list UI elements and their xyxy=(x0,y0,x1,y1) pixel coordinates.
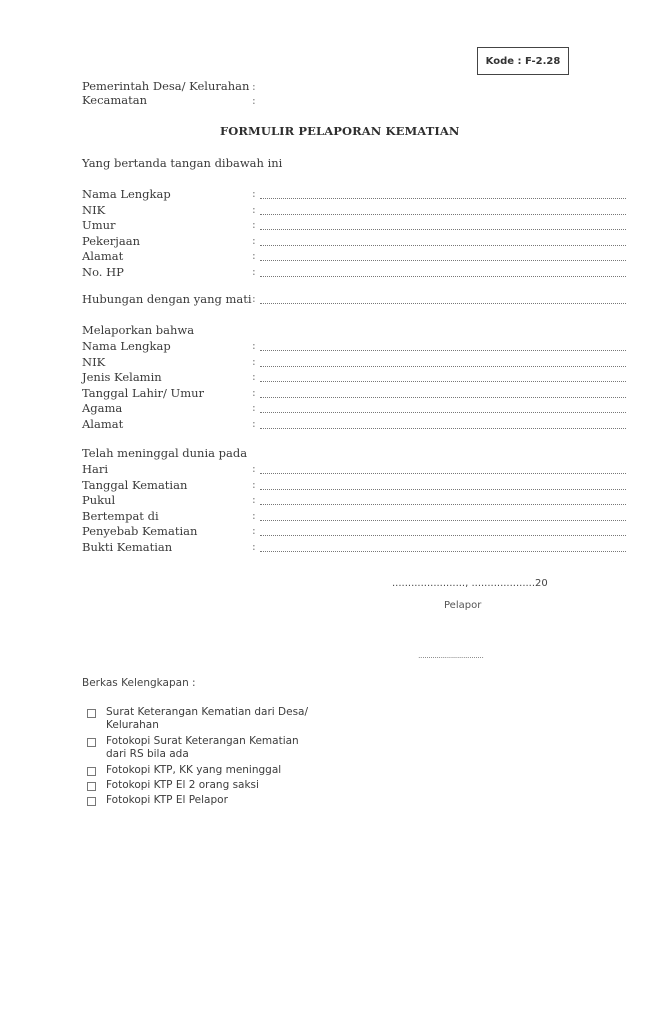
field-row xyxy=(82,493,552,508)
field-colon: : xyxy=(252,187,256,200)
field-colon: : xyxy=(252,508,256,522)
field-label: Alamat xyxy=(82,417,124,431)
field-label: Nama Lengkap xyxy=(82,187,171,201)
field-row-hubungan xyxy=(82,292,552,307)
desa-colon: : xyxy=(252,80,256,93)
berkas-title: Berkas Kelengkapan : xyxy=(82,677,196,689)
field-input-line[interactable] xyxy=(260,349,626,351)
field-label: Alamat xyxy=(82,249,124,264)
field-row xyxy=(82,401,552,416)
field-label: Bertempat di xyxy=(82,508,159,523)
field-colon: : xyxy=(252,385,256,399)
field-colon: : xyxy=(252,233,256,247)
berkas-item-line: Fotokopi Surat Keterangan Kematian xyxy=(106,735,299,747)
date-place-line[interactable]: ......................., ....................20 xyxy=(392,578,548,589)
berkas-item-line: Kelurahan xyxy=(106,719,159,731)
field-input-line[interactable] xyxy=(260,488,626,490)
field-input-line[interactable] xyxy=(260,228,626,230)
field-input-line[interactable] xyxy=(260,427,626,429)
berkas-item-line: Fotokopi KTP El 2 orang saksi xyxy=(106,779,259,791)
checkbox[interactable] xyxy=(87,767,96,776)
field-colon: : xyxy=(252,401,256,415)
field-colon: : xyxy=(252,249,256,263)
field-colon: : xyxy=(252,493,256,507)
berkas-item xyxy=(106,794,228,807)
signature-name-line[interactable]: ................................ xyxy=(418,651,484,660)
form-code-box xyxy=(477,47,569,75)
field-row xyxy=(82,370,552,385)
berkas-item xyxy=(106,706,308,732)
field-row xyxy=(82,462,552,477)
checkbox[interactable] xyxy=(87,782,96,791)
berkas-item xyxy=(106,735,299,761)
berkas-item-line: Fotokopi KTP, KK yang meninggal xyxy=(106,764,282,776)
section-meninggal: Telah meninggal dunia pada xyxy=(82,446,248,460)
field-label: Tanggal Lahir/ Umur xyxy=(82,385,205,400)
field-label: Hubungan dengan yang mati xyxy=(82,292,252,306)
field-input-line[interactable] xyxy=(260,197,626,199)
field-label: Bukti Kematian xyxy=(82,540,173,554)
field-colon: : xyxy=(252,218,256,232)
form-code: Kode : F-2.28 xyxy=(485,55,561,67)
field-label: Agama xyxy=(82,401,123,416)
field-input-line[interactable] xyxy=(260,244,626,246)
field-row xyxy=(82,478,552,493)
field-label: Penyebab Kematian xyxy=(82,524,198,539)
field-label: Jenis Kelamin xyxy=(82,370,162,385)
field-label: Tanggal Kematian xyxy=(82,477,188,492)
field-colon: : xyxy=(252,202,256,216)
field-colon: : xyxy=(252,417,256,430)
field-input-line[interactable] xyxy=(260,275,626,277)
field-row xyxy=(82,339,552,354)
field-input-line[interactable] xyxy=(260,213,626,215)
field-input-line[interactable] xyxy=(260,550,626,552)
field-input-line[interactable] xyxy=(260,380,626,382)
berkas-item-line: Surat Keterangan Kematian dari Desa/ xyxy=(106,706,309,718)
field-label: No. HP xyxy=(82,265,124,279)
field-label: NIK xyxy=(82,354,106,369)
berkas-item-line: Fotokopi KTP El Pelapor xyxy=(106,794,228,806)
field-input-line[interactable] xyxy=(260,472,626,474)
field-label: Hari xyxy=(82,462,109,476)
field-colon: : xyxy=(252,540,256,553)
field-row xyxy=(82,386,552,401)
field-row xyxy=(82,218,552,233)
field-colon: : xyxy=(252,462,256,475)
field-row xyxy=(82,234,552,249)
berkas-item xyxy=(106,764,281,777)
field-row xyxy=(82,417,552,432)
field-input-line[interactable] xyxy=(260,519,626,521)
field-input-line[interactable] xyxy=(260,365,626,367)
pelapor-role: Pelapor xyxy=(444,600,482,611)
field-colon: : xyxy=(252,265,256,278)
form-title: FORMULIR PELAPORAN KEMATIAN xyxy=(220,124,460,138)
checkbox[interactable] xyxy=(87,738,96,747)
field-label: Umur xyxy=(82,218,116,233)
field-colon: : xyxy=(252,339,256,352)
kecamatan-label: Kecamatan xyxy=(82,93,148,107)
berkas-item xyxy=(106,779,259,792)
field-colon: : xyxy=(252,292,256,305)
field-input-line[interactable] xyxy=(260,259,626,261)
field-input-line[interactable] xyxy=(260,503,626,505)
field-row xyxy=(82,187,552,202)
field-input-line[interactable] xyxy=(260,302,626,304)
berkas-item-line: dari RS bila ada xyxy=(106,748,189,760)
desa-label: Pemerintah Desa/ Kelurahan xyxy=(82,79,250,93)
field-colon: : xyxy=(252,524,256,538)
intro-text: Yang bertanda tangan dibawah ini xyxy=(82,156,283,170)
kecamatan-colon: : xyxy=(252,94,256,107)
field-row xyxy=(82,524,552,539)
field-row xyxy=(82,355,552,370)
field-input-line[interactable] xyxy=(260,534,626,536)
field-input-line[interactable] xyxy=(260,396,626,398)
checkbox[interactable] xyxy=(87,709,96,718)
field-row xyxy=(82,265,552,280)
field-row xyxy=(82,203,552,218)
field-colon: : xyxy=(252,477,256,491)
field-colon: : xyxy=(252,370,256,384)
field-row xyxy=(82,249,552,264)
checkbox[interactable] xyxy=(87,797,96,806)
field-colon: : xyxy=(252,354,256,368)
field-label: Pukul xyxy=(82,493,116,508)
field-label: Nama Lengkap xyxy=(82,339,171,353)
field-input-line[interactable] xyxy=(260,411,626,413)
section-melaporkan: Melaporkan bahwa xyxy=(82,323,195,337)
field-label: Pekerjaan xyxy=(82,233,140,248)
field-label: NIK xyxy=(82,202,106,217)
field-row xyxy=(82,540,552,555)
field-row xyxy=(82,509,552,524)
